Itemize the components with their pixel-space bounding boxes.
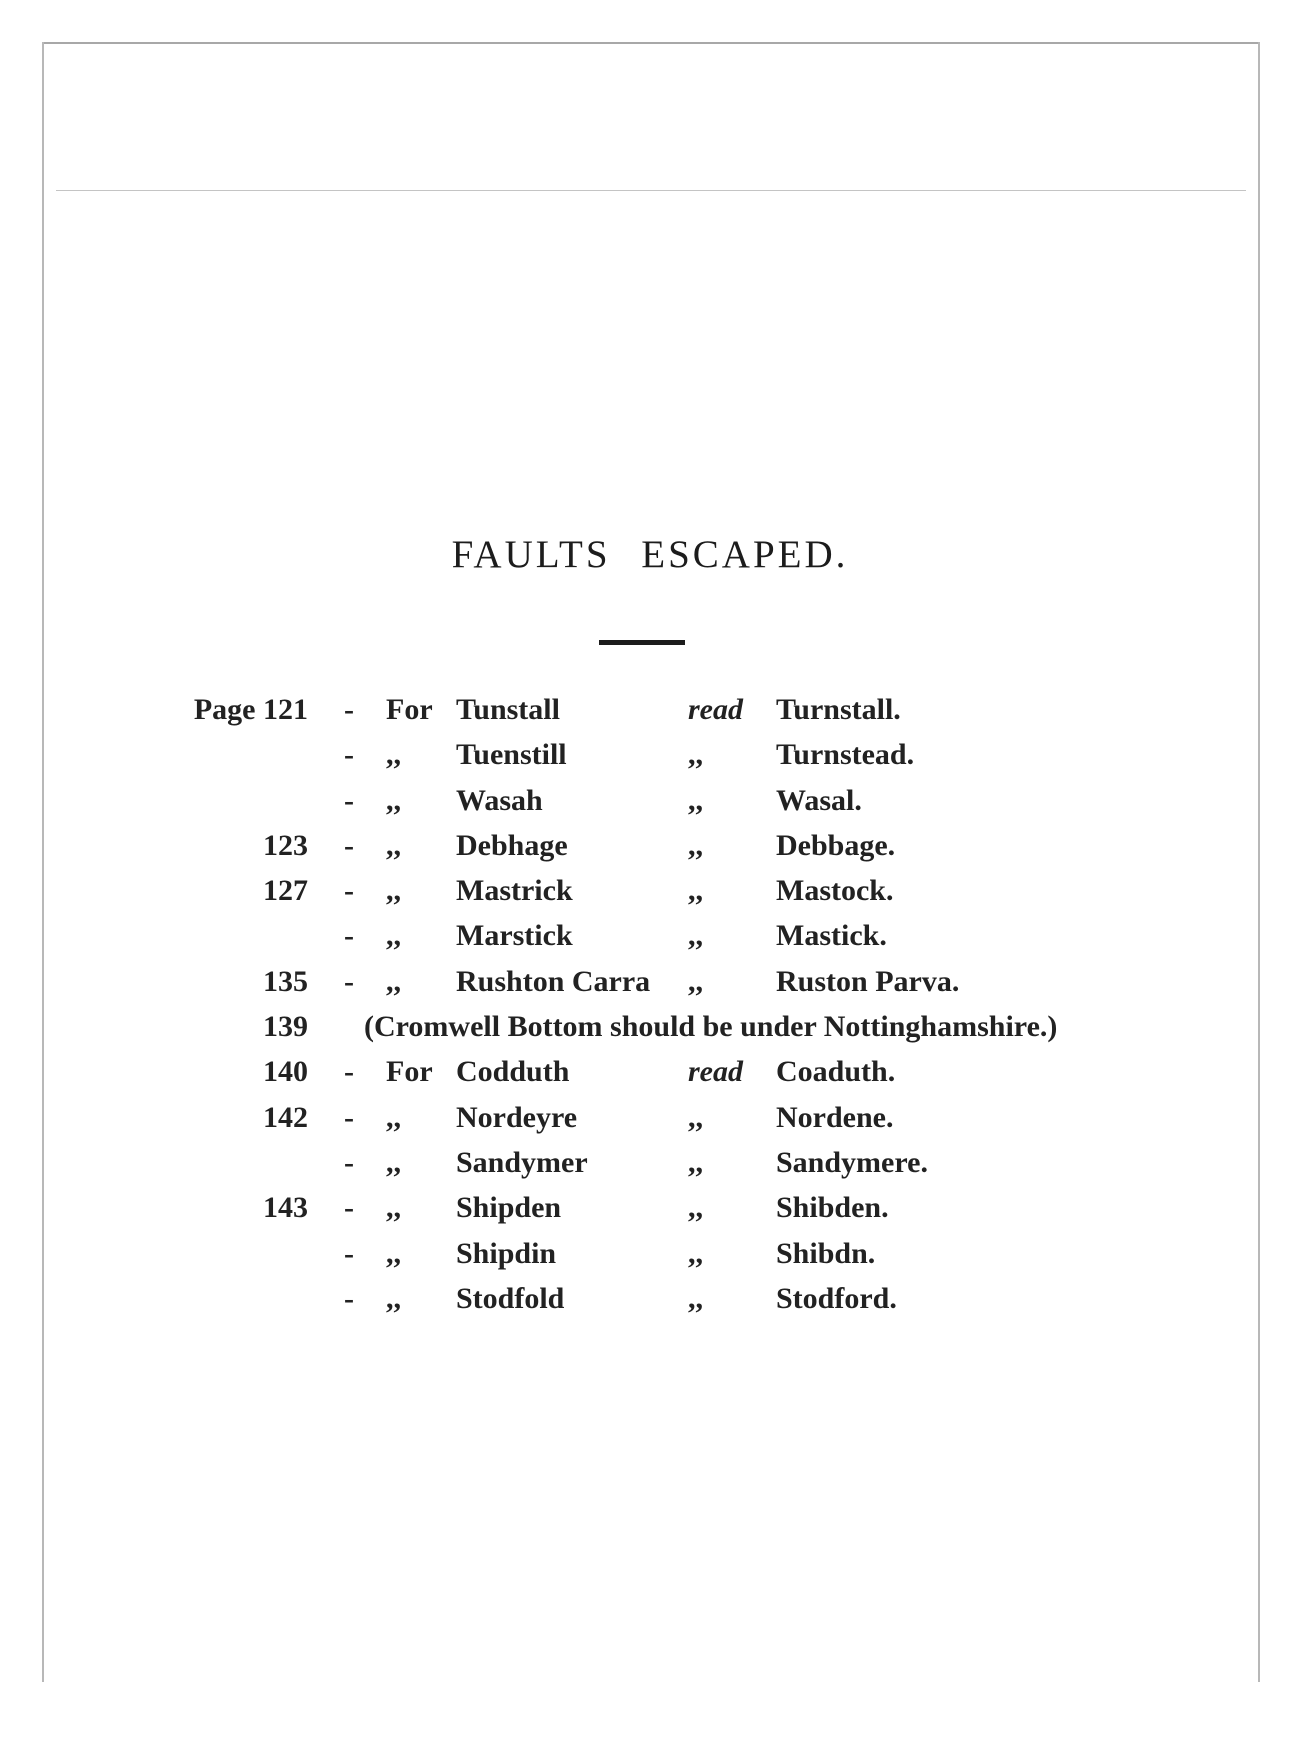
wrong-spelling: Rushton Carra bbox=[456, 964, 651, 998]
ditto-mark: ,, bbox=[386, 783, 401, 817]
page-number: 135 bbox=[263, 964, 308, 998]
ditto-mark: ,, bbox=[386, 1145, 401, 1179]
wrong-spelling: Tuenstill bbox=[456, 738, 567, 772]
ditto-mark: ,, bbox=[688, 828, 703, 862]
errata-row bbox=[0, 962, 1300, 1007]
ditto-mark: ,, bbox=[386, 874, 401, 908]
page-number: 142 bbox=[263, 1100, 308, 1134]
row-dash: - bbox=[344, 783, 354, 817]
row-dash: - bbox=[344, 828, 354, 862]
page-number: 127 bbox=[263, 874, 308, 908]
wrong-spelling: Sandymer bbox=[456, 1145, 588, 1179]
errata-row bbox=[0, 1098, 1300, 1143]
ditto-mark: ,, bbox=[688, 1281, 703, 1315]
ditto-mark: ,, bbox=[386, 1191, 401, 1225]
page-number: 140 bbox=[263, 1055, 308, 1089]
ditto-mark: ,, bbox=[688, 1145, 703, 1179]
ditto-mark: ,, bbox=[386, 738, 401, 772]
correct-spelling: Coaduth. bbox=[776, 1055, 896, 1089]
errata-row bbox=[0, 735, 1300, 780]
wrong-spelling: Tunstall bbox=[456, 693, 560, 726]
for-word: For bbox=[386, 1055, 433, 1089]
ditto-mark: ,, bbox=[688, 919, 703, 953]
ditto-mark: ,, bbox=[386, 964, 401, 998]
page-title: FAULTS ESCAPED. bbox=[451, 533, 849, 576]
row-dash: - bbox=[344, 693, 354, 726]
ditto-mark: ,, bbox=[688, 874, 703, 908]
header-rule bbox=[56, 190, 1246, 191]
errata-row bbox=[0, 1279, 1300, 1324]
page-number: 139 bbox=[263, 1010, 308, 1044]
errata-row bbox=[0, 690, 1300, 735]
wrong-spelling: Nordeyre bbox=[456, 1100, 578, 1134]
read-word: read bbox=[688, 1055, 743, 1089]
page-number: 143 bbox=[263, 1191, 308, 1225]
wrong-spelling: Debhage bbox=[456, 828, 568, 862]
correct-spelling: Stodford. bbox=[776, 1281, 897, 1315]
errata-row bbox=[0, 781, 1300, 826]
ditto-mark: ,, bbox=[688, 783, 703, 817]
wrong-spelling: Codduth bbox=[456, 1055, 570, 1089]
row-dash: - bbox=[344, 919, 354, 953]
ditto-mark: ,, bbox=[688, 964, 703, 998]
wrong-spelling: Mastrick bbox=[456, 874, 573, 908]
correct-spelling: Mastock. bbox=[776, 874, 894, 908]
wrong-spelling: Stodfold bbox=[456, 1281, 565, 1315]
ditto-mark: ,, bbox=[386, 1100, 401, 1134]
row-dash: - bbox=[344, 1191, 354, 1225]
ditto-mark: ,, bbox=[688, 1191, 703, 1225]
wrong-spelling: Shipden bbox=[456, 1191, 562, 1225]
ditto-mark: ,, bbox=[386, 919, 401, 953]
errata-row bbox=[0, 916, 1300, 961]
ditto-mark: ,, bbox=[688, 738, 703, 772]
ditto-mark: ,, bbox=[688, 1100, 703, 1134]
page-frame-top bbox=[42, 42, 1260, 44]
row-dash: - bbox=[344, 738, 354, 772]
correct-spelling: Sandymere. bbox=[776, 1145, 928, 1179]
row-dash: - bbox=[344, 1145, 354, 1179]
correct-spelling: Turnstead. bbox=[776, 738, 915, 772]
page-number: 123 bbox=[263, 828, 308, 862]
row-dash: - bbox=[344, 874, 354, 908]
ditto-mark: ,, bbox=[386, 828, 401, 862]
wrong-spelling: Shipdin bbox=[456, 1236, 557, 1270]
ditto-mark: ,, bbox=[386, 1236, 401, 1270]
page-number: Page 121 bbox=[193, 693, 308, 726]
ditto-mark: ,, bbox=[688, 1236, 703, 1270]
row-dash: - bbox=[344, 1281, 354, 1315]
errata-note-row bbox=[0, 1007, 1300, 1052]
row-dash: - bbox=[344, 964, 354, 998]
read-word: read bbox=[688, 693, 743, 726]
errata-list bbox=[0, 690, 1300, 1324]
errata-row bbox=[0, 826, 1300, 871]
correct-spelling: Ruston Parva. bbox=[776, 964, 960, 998]
correct-spelling: Wasal. bbox=[776, 783, 862, 817]
correct-spelling: Shibdn. bbox=[776, 1236, 876, 1270]
title-divider bbox=[599, 640, 685, 645]
errata-row bbox=[0, 871, 1300, 916]
errata-row bbox=[0, 1143, 1300, 1188]
row-dash: - bbox=[344, 1236, 354, 1270]
correct-spelling: Mastick. bbox=[776, 919, 887, 953]
wrong-spelling: Marstick bbox=[456, 919, 573, 953]
ditto-mark: ,, bbox=[386, 1281, 401, 1315]
errata-row bbox=[0, 1188, 1300, 1233]
wrong-spelling: Wasah bbox=[456, 783, 543, 817]
errata-note: (Cromwell Bottom should be under Nottinghamshire.) bbox=[364, 1010, 1058, 1044]
errata-row bbox=[0, 1234, 1300, 1279]
correct-spelling: Nordene. bbox=[776, 1100, 894, 1134]
correct-spelling: Turnstall. bbox=[776, 693, 901, 726]
correct-spelling: Debbage. bbox=[776, 828, 896, 862]
errata-row bbox=[0, 1052, 1300, 1097]
correct-spelling: Shibden. bbox=[776, 1191, 889, 1225]
row-dash: - bbox=[344, 1055, 354, 1089]
row-dash: - bbox=[344, 1100, 354, 1134]
for-word: For bbox=[386, 693, 433, 726]
